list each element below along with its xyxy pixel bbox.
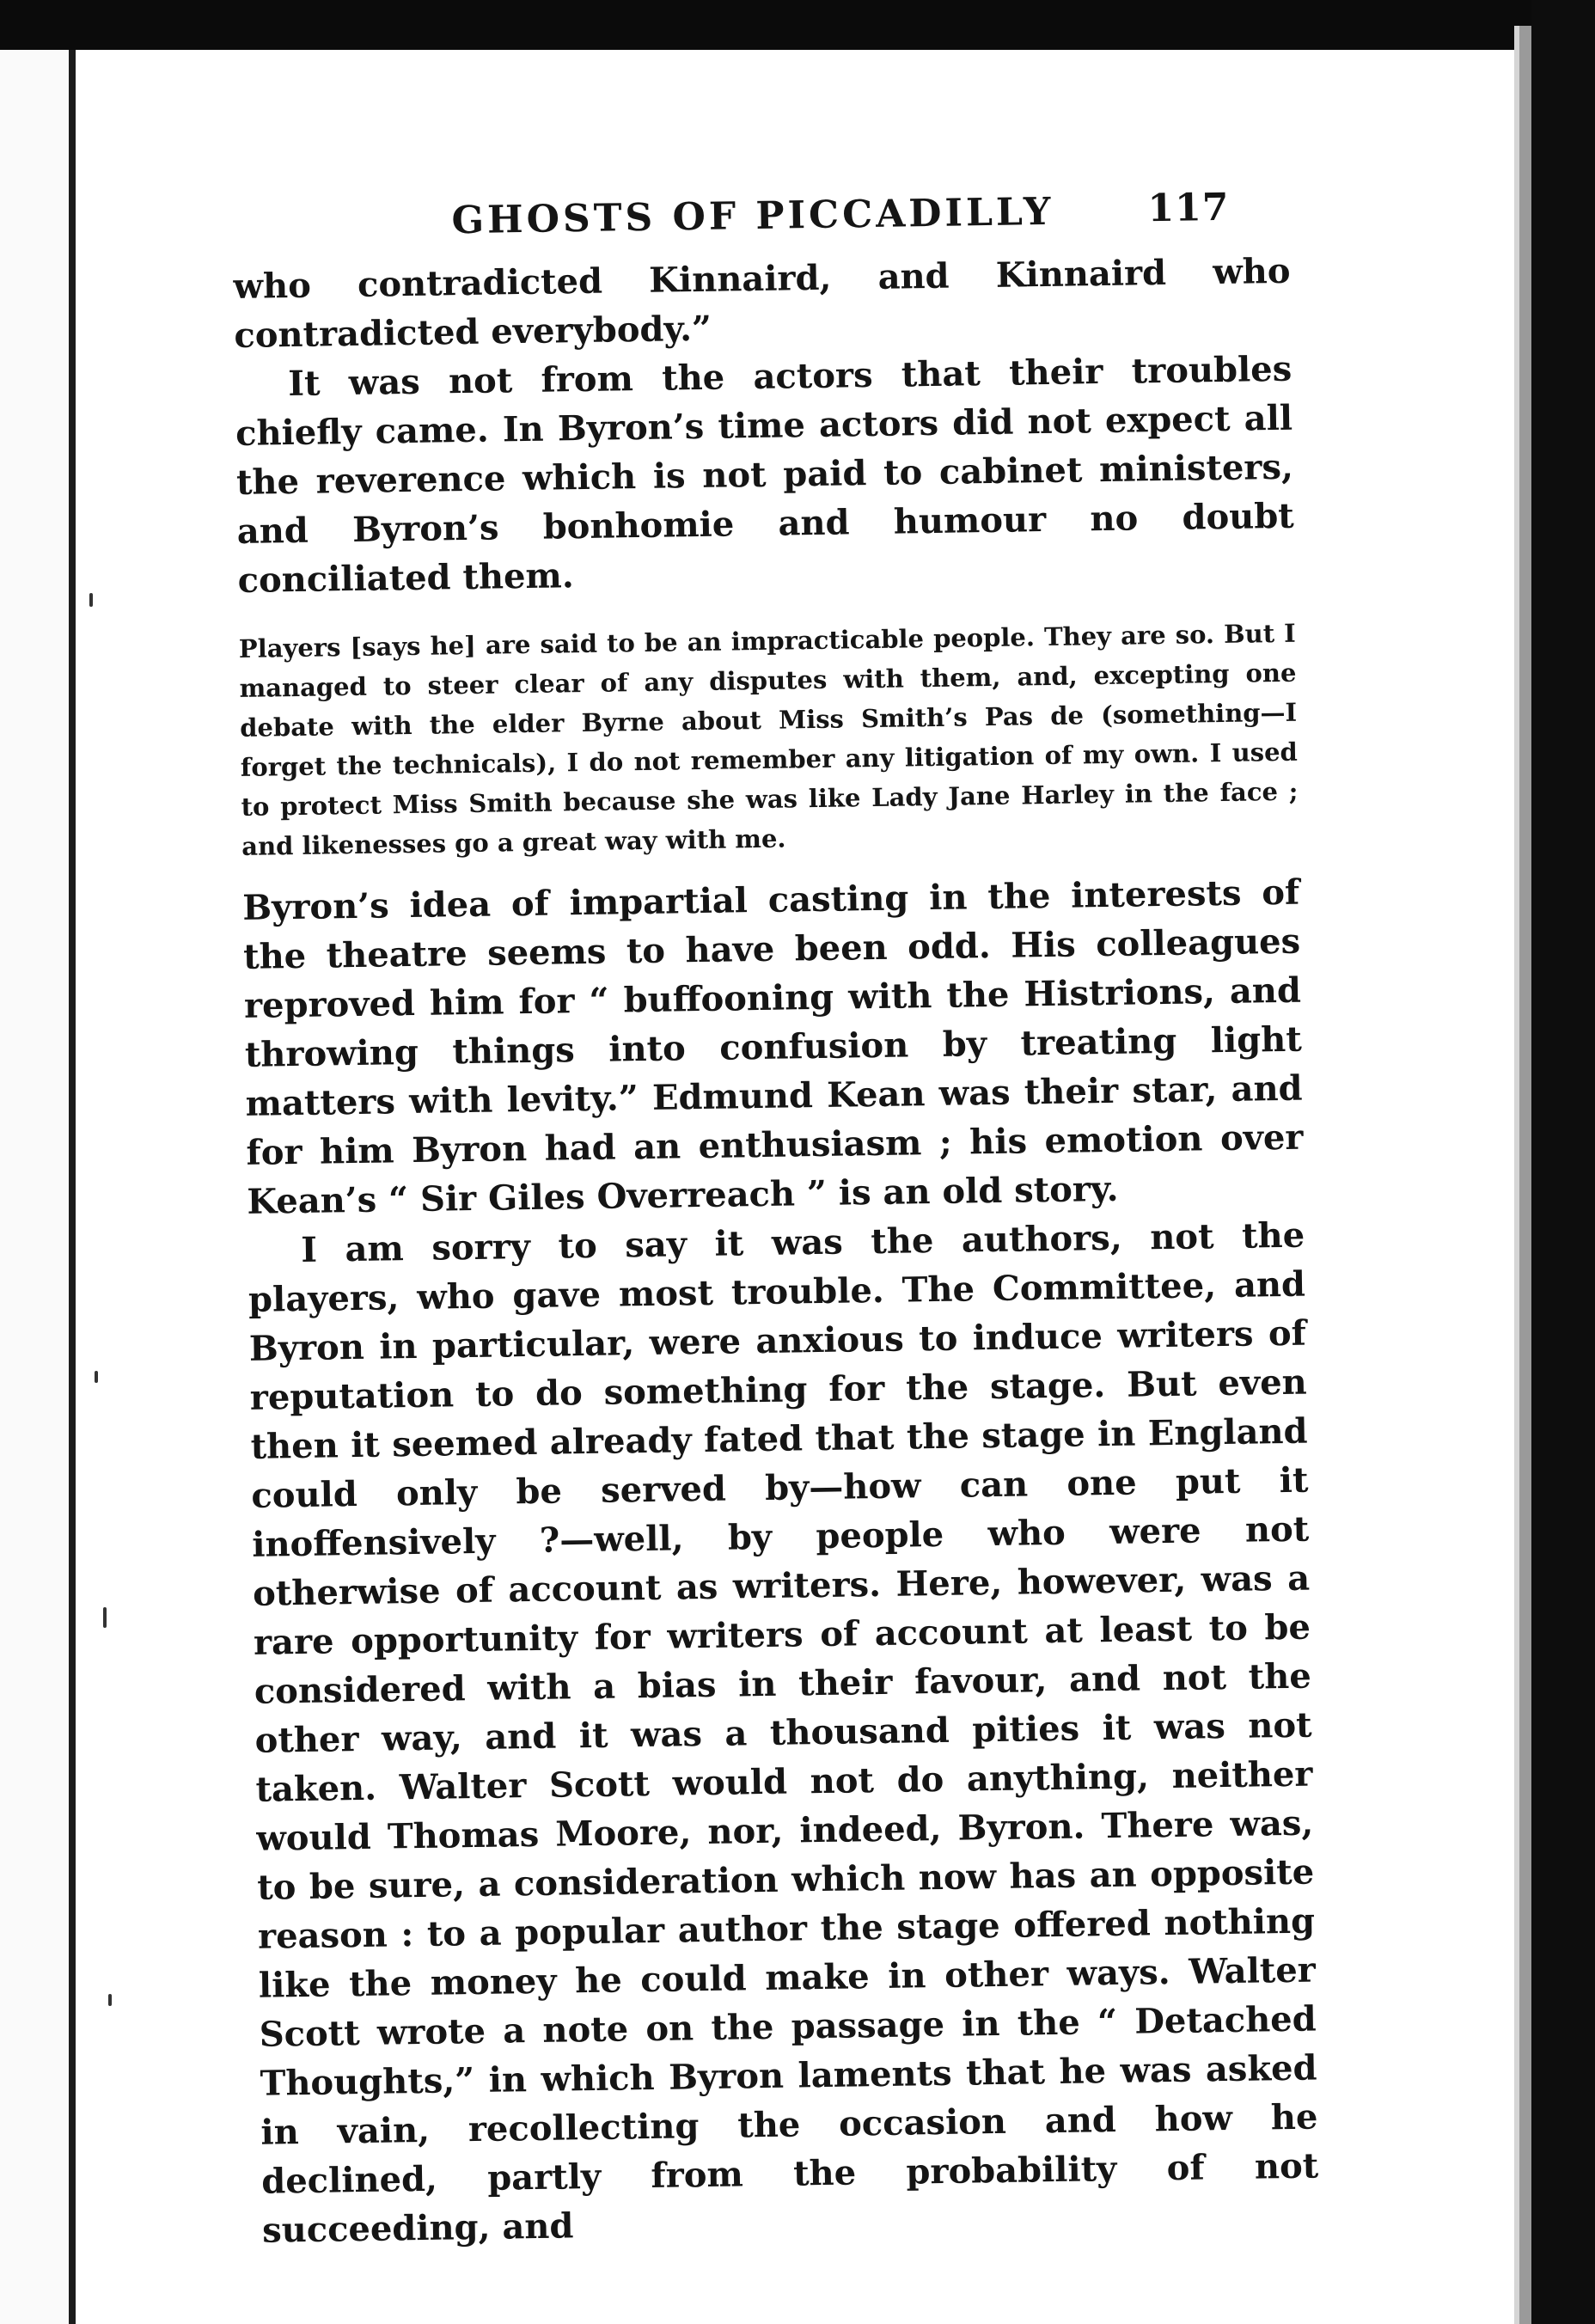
paragraph-authors: I am sorry to say it was the authors, not the players, who gave most trouble. The Committee, and Byron in particular, were anxious to induce writers of reputation to do something for the stage. But even then it seemed already fated that the stage in England could only be served by—how can one put it inoffensively ?—well, by people who were not otherwise of account as writers. Here, however, was a rare opportunity for writers of account at least to be considered with a bias in their favour, and not the other way, and it was a thousand pities it was not taken. Walter Scott would not do anything, neither would Thomas Moore, nor, indeed, Byron. There was, to be sure, a consideration which now has an opposite reason : to a popular author the stage offered nothing like the money he could make in other ways. Walter Scott wrote a note on the passage in the “ Detached Thoughts,” in which Byron laments that he was asked in vain, recollecting the occasion and how he declined, partly from the probability of not succeeding, and: [248, 1214, 1319, 2251]
facing-page-margin: [0, 50, 69, 2324]
margin-speck: [108, 1994, 112, 2006]
paragraph-actors: It was not from the actors that their troubles chiefly came. In Byron’s time actors did not expect all the reverence which is not paid to cabinet ministers, and Byron’s bonhomie and humour no doubt conciliated them.: [235, 348, 1295, 601]
paragraph-continuation: who contradicted Kinnaird, and Kinnaird who contradicted everybody.”: [233, 250, 1291, 356]
scan-top-border: [0, 0, 1595, 50]
paragraph-casting: Byron’s idea of impartial casting in the interests of the theatre seems to have been odd. His colleagues reproved him for “ buffooning with the Histrions, and throwing things into confusion by treating light matters with levity.” Edmund Kean was their star, and for him Byron had an enthusiasm ; his emotion over Kean’s “ Sir Giles Overreach ” is an old story.: [241, 872, 1304, 1222]
page-content: [232, 178, 1319, 2255]
page-number: 117: [1147, 185, 1230, 231]
margin-speck: [89, 593, 93, 607]
body-text: [233, 247, 1319, 2255]
block-quote: Players [says he] are said to be an impracticable people. They are so. But I managed to steer clear of any disputes with them, and, excepting one debate with the elder Byrne about Miss Smith’s Pas de (something—I forget the technicals), I do not remember any litigation of my own. I used to protect Miss Smith because she was like Lady Jane Harley in the face ; and likenesses go a great way with me.: [238, 618, 1299, 861]
margin-speck: [103, 1607, 107, 1628]
margin-speck: [95, 1371, 98, 1383]
scan-right-border: [1531, 0, 1595, 2324]
running-title: GHOSTS OF PICCADILLY: [451, 189, 1054, 243]
page-edge-shadow: [1519, 26, 1531, 2324]
book-gutter-line: [69, 50, 76, 2324]
